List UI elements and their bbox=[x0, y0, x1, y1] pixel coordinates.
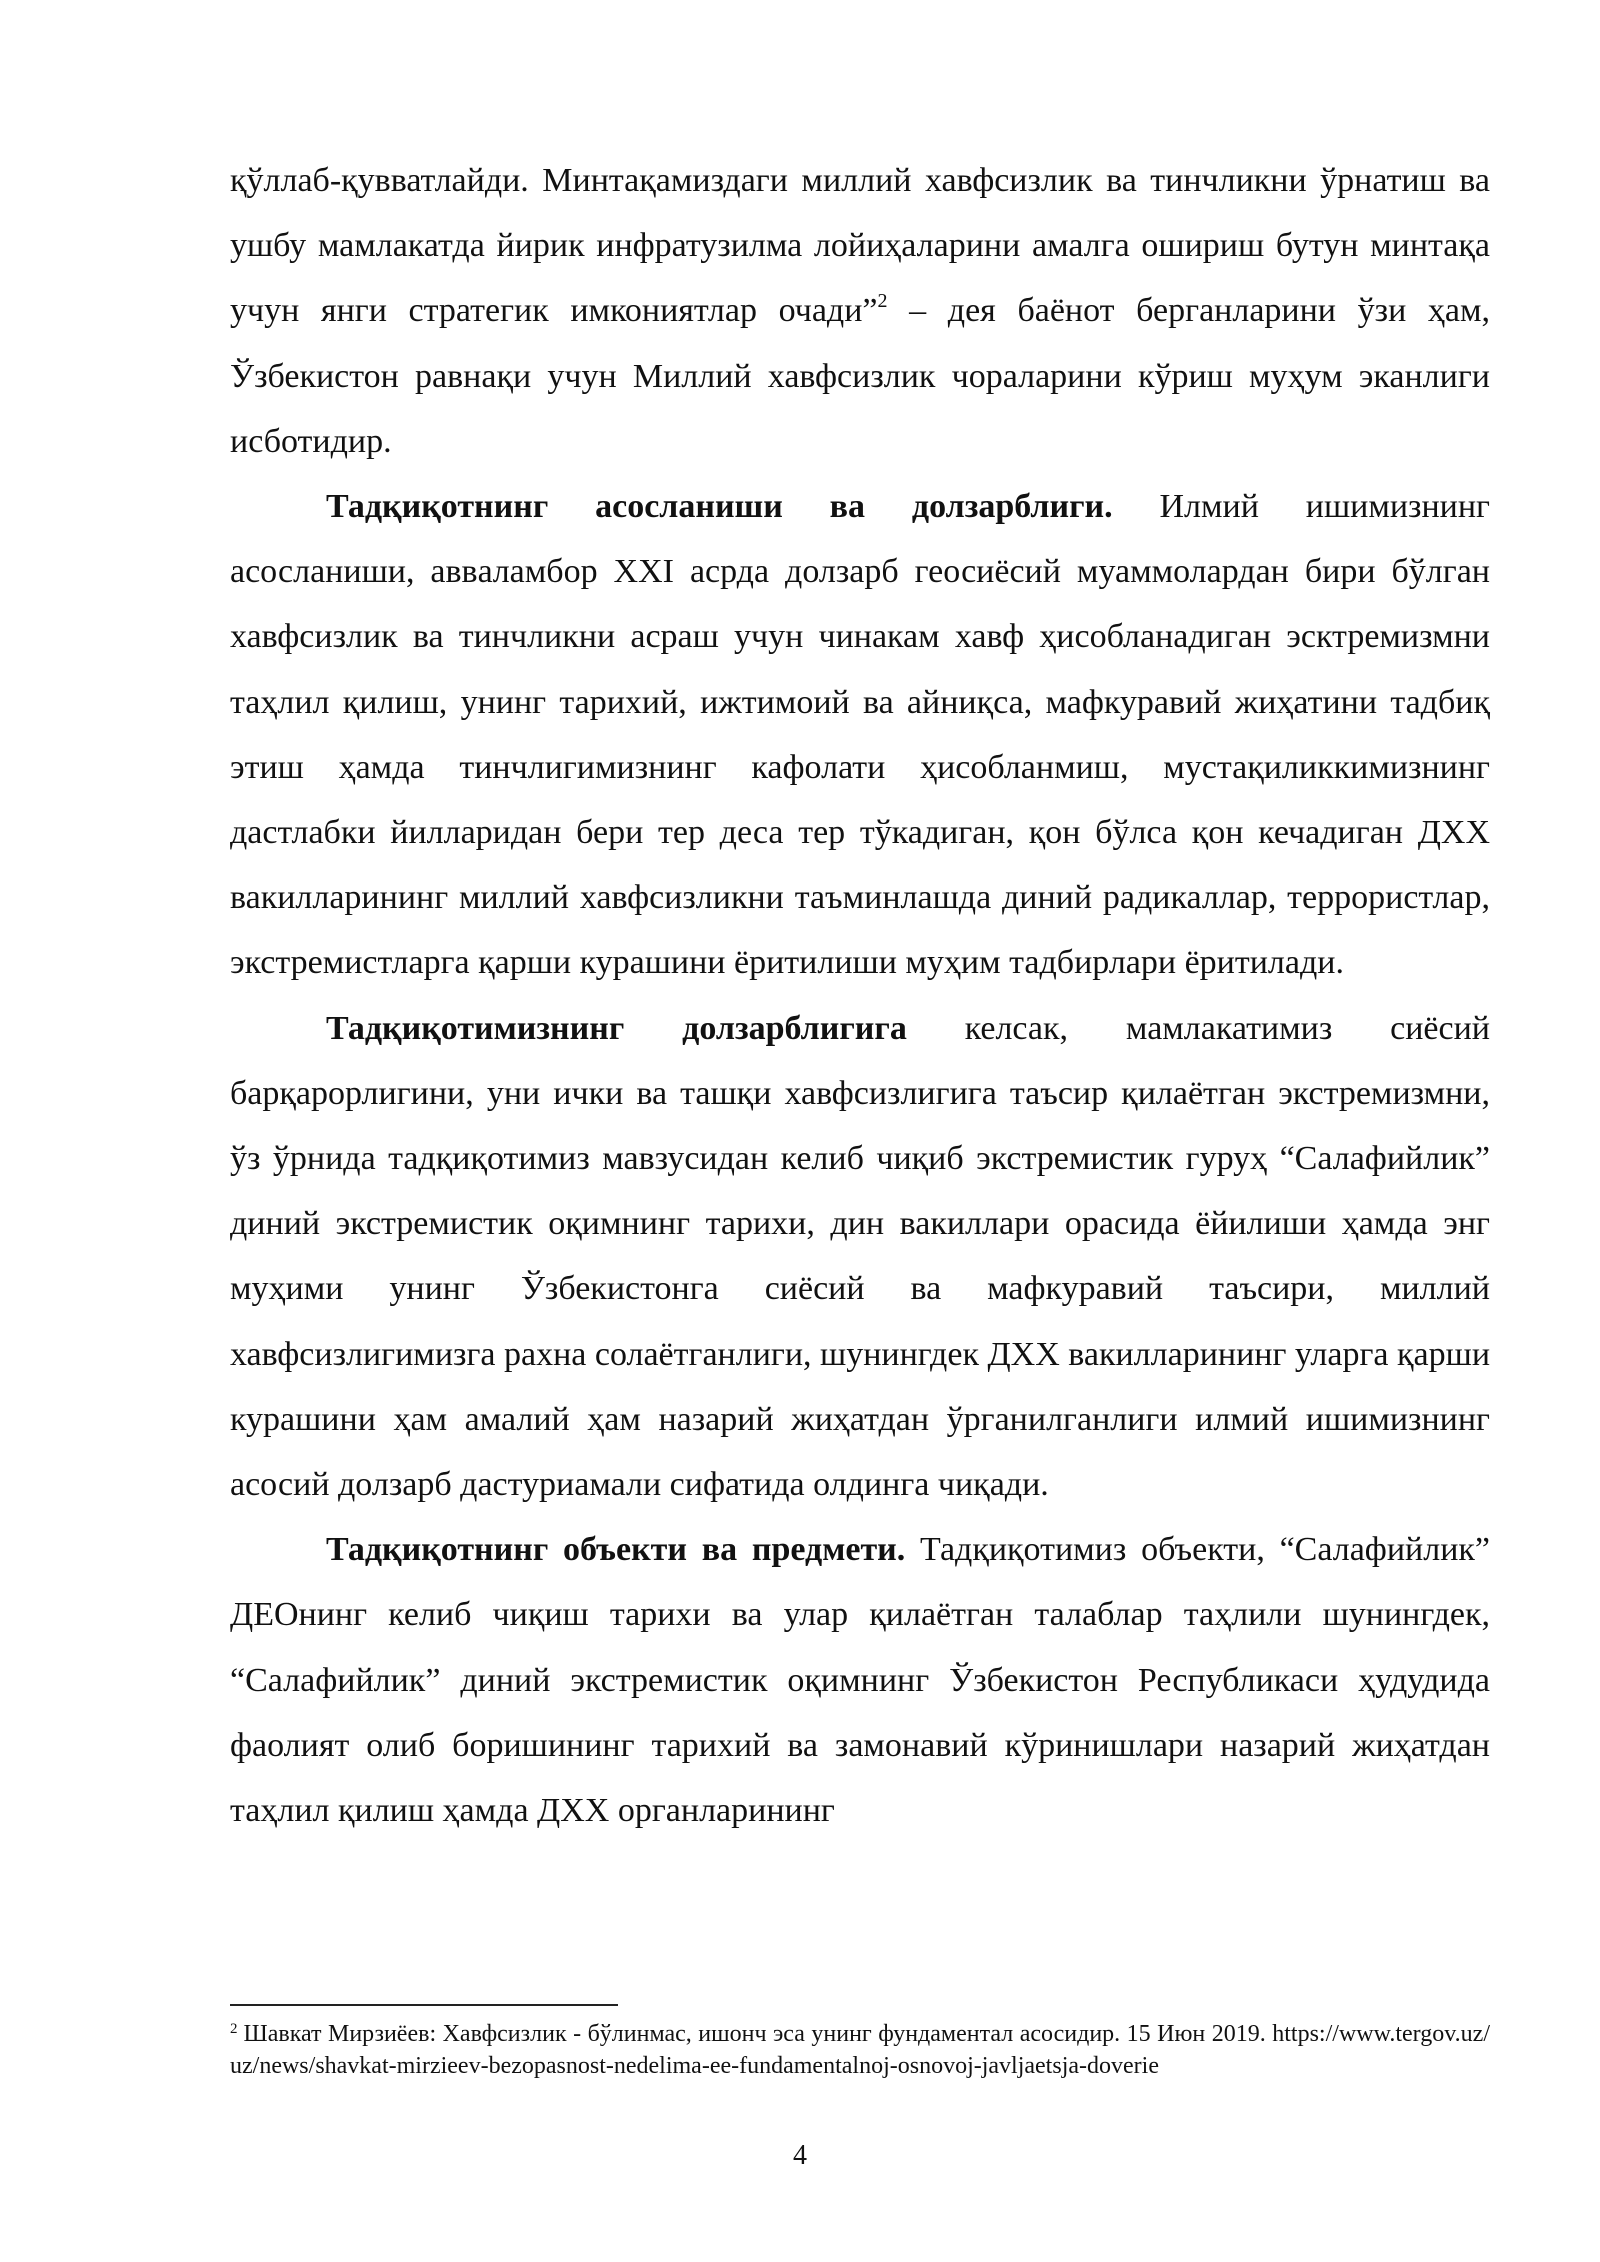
paragraph-object-subject-text: Тадқиқотимиз объекти, “Салафийлик” ДЕОнинг келиб чиқиш тарихи ва улар қилаётган талаблар таҳлили шунингдек, “Салафийлик” диний экстремистик оқимнинг Ўзбекистон Республикаси ҳудудида фаолият олиб боришининг тарихий ва замонавий кўринишлари назарий жиҳатдан таҳлил қилиш ҳамда ДХХ органларининг bbox=[230, 1531, 1490, 1830]
page-number: 4 bbox=[793, 2140, 807, 2171]
paragraph-urgency bbox=[230, 996, 1490, 1518]
paragraph-1-text-continued: – дея баёнот берганларини ўзи ҳам, Ўзбекистон равнақи учун Миллий хавфсизлик чораларини кўриш муҳум эканлиги исботидир. bbox=[230, 292, 1491, 460]
section-heading-relevance: Тадқиқотнинг асосланиши ва долзарблиги. bbox=[326, 488, 1113, 526]
section-heading-urgency: Тадқиқотимизнинг долзарблигига bbox=[326, 1009, 907, 1047]
footnote bbox=[230, 2020, 1490, 2080]
footnote-text: Шавкат Мирзиёев: Хавфсизлик - бўлинмас, ишонч эса унинг фундаментал асосидир. 15 Июн 2019. bbox=[243, 2021, 1273, 2047]
paragraph-urgency-text: келсак, мамлакатимиз сиёсий барқарорлигини, уни ички ва ташқи хавфсизлигига таъсир қилаётган экстремизмни, ўз ўрнида тадқиқотимиз мавзусидан келиб чиқиб экстремистик гуруҳ “Салафийлик” диний экстремистик оқимнинг тарихи, дин вакиллари орасида ёйилиши ҳамда энг муҳими унинг Ўзбекистонга сиёсий ва мафкуравий таъсири, миллий хавфсизлигимизга рахна солаётганлиги, шунингдек ДХХ вакилларининг уларга қарши курашини ҳам амалий ҳам назарий жиҳатдан ўрганилганлиги илмий ишимизнинг асосий долзарб дастуриамали сифатида олдинга чиқади. bbox=[230, 1009, 1491, 1504]
footnote-separator bbox=[230, 2004, 618, 2006]
document-page bbox=[230, 148, 1490, 1843]
paragraph-1 bbox=[230, 148, 1490, 474]
footnote-number: 2 bbox=[230, 2021, 238, 2037]
section-heading-object-subject: Тадқиқотнинг объекти ва предмети. bbox=[326, 1531, 906, 1569]
footnote-reference[interactable]: 2 bbox=[877, 290, 888, 313]
paragraph-1-text: қўллаб-қувватлайди. Минтақамиздаги миллий хавфсизлик ва тинчликни ўрнатиш ва ушбу мамлакатда йирик инфратузилма лойиҳаларини амалга ошириш бутун минтақа учун янги стратегик имкониятлар очади” bbox=[230, 162, 1490, 330]
footnote-link[interactable]: https://www.tergov.uz/uz/news/shavkat-mirzieev-bezopasnost-nedelima-ee-fundamentalnoj-osnovoj-javljaetsja-doverie bbox=[230, 2021, 1490, 2079]
paragraph-object-subject bbox=[230, 1517, 1490, 1843]
paragraph-relevance-text: Илмий ишимизнинг асосланиши, аввaламбор XXI асрда долзарб геосиёсий муаммолардан бири бўлган хавфсизлик ва тинчликни асраш учун чинакам хавф ҳисобланадиган эсктремизмни таҳлил қилиш, унинг тарихий, ижтимоий ва айниқса, мафкуравий жиҳатини тадбиқ этиш ҳамда тинчлигимизнинг кафолати ҳисобланмиш, мустақиликкимизнинг дастлабки йилларидан бери тер деса тер тўкадиган, қон бўлса қон кечадиган ДХХ вакилларининг миллий хавфсизликни таъминлашда диний радикаллар, террористлар, экстремистларга қарши курашини ёритилиши муҳим тадбирлари ёритилади. bbox=[230, 488, 1490, 982]
paragraph-relevance bbox=[230, 474, 1490, 996]
